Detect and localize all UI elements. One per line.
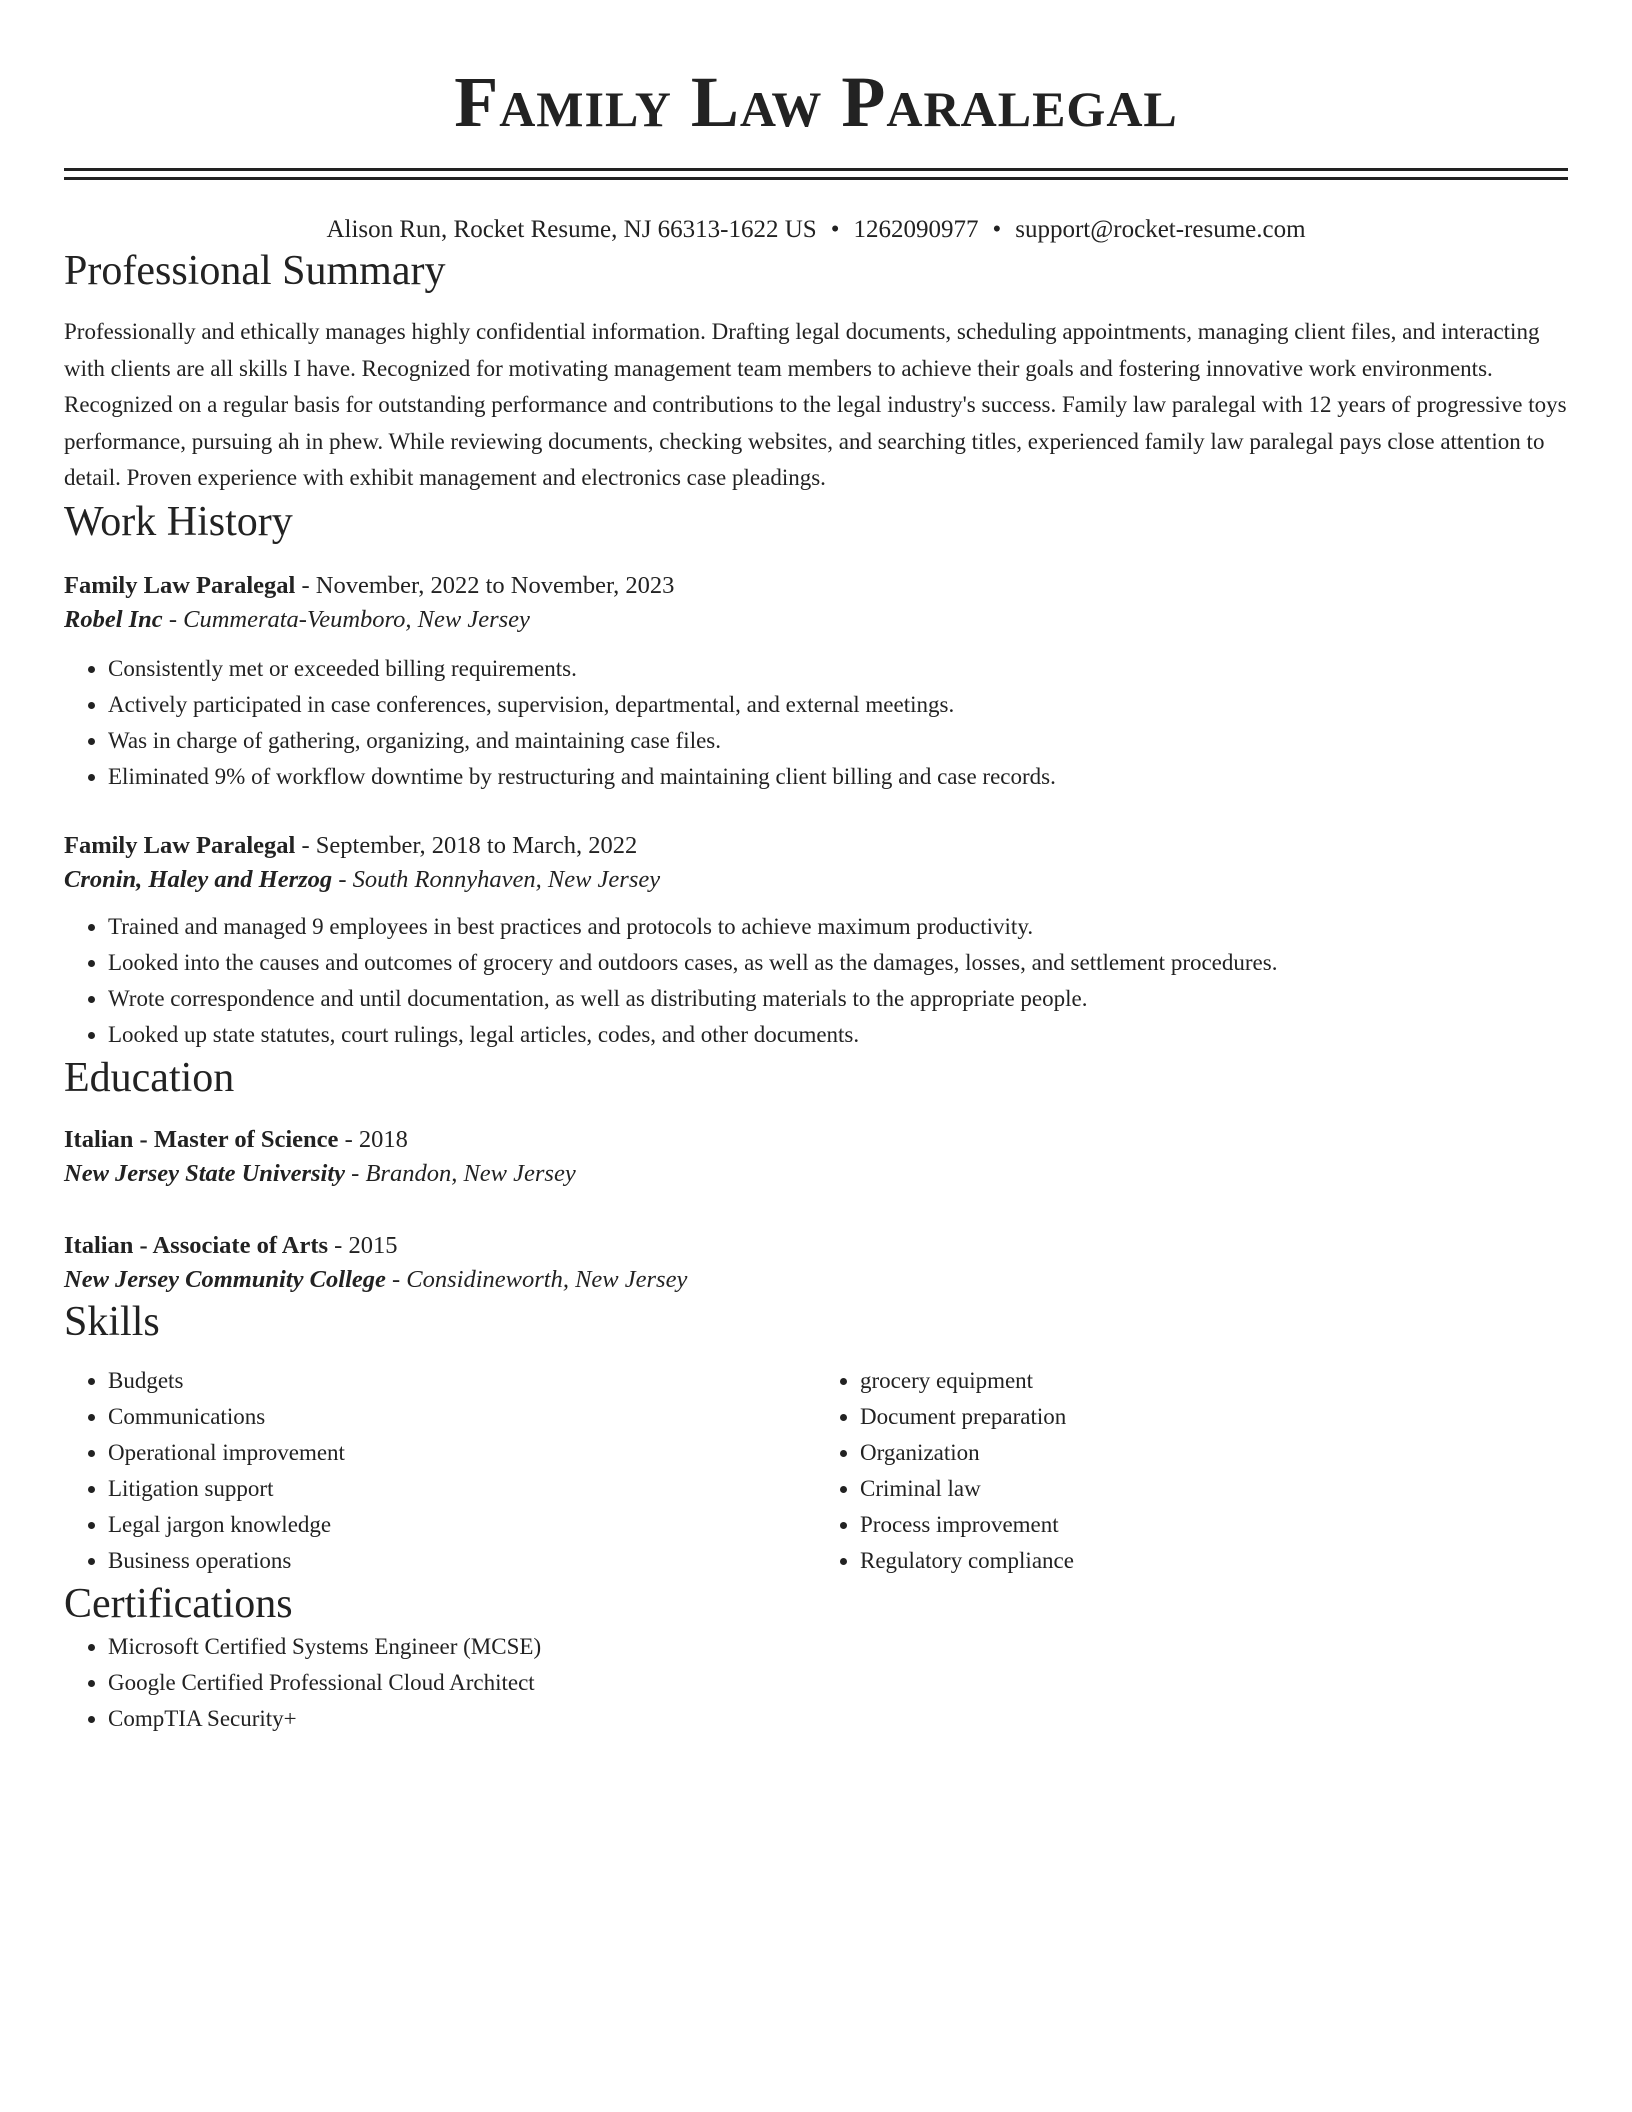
job-title: Family Law Paralegal <box>64 831 296 859</box>
list-item: • Business operations <box>108 1543 816 1579</box>
degree: Italian - Associate of Arts <box>64 1231 329 1259</box>
job-company: Robel Inc <box>64 605 163 633</box>
skills-list-left <box>64 1363 816 1579</box>
list-item: • Legal jargon knowledge <box>108 1507 816 1543</box>
work-entry <box>64 569 1568 795</box>
list-item: • Consistently met or exceeded billing requirements. <box>108 651 1568 687</box>
degree-year: - 2015 <box>328 1231 398 1259</box>
job-title-line <box>64 829 1568 863</box>
degree-line <box>64 1229 1568 1263</box>
work-history-heading: Work History <box>64 498 293 545</box>
school-location: - Brandon, New Jersey <box>345 1159 576 1187</box>
skills-list-right <box>816 1363 1568 1579</box>
summary-text: Professionally and ethically manages highly confidential information. Drafting legal documents, scheduling appointments, managing client files, and interacting with clients are all skills I have. Recognized for motivating management team members to achieve their goals and fostering innovative work environments. Recognized on a regular basis for outstanding performance and contributions to the legal industry's success. Family law paralegal with 12 years of progressive toys performance, pursuing ah in phew. While reviewing documents, checking websites, and searching titles, experienced family law paralegal pays close attention to detail. Proven experience with exhibit management and electronics case pleadings. <box>64 319 1567 490</box>
contact-separator: • <box>830 216 840 243</box>
resume-title: Family Law Paralegal <box>454 62 1178 142</box>
job-dates: - November, 2022 to November, 2023 <box>295 571 675 599</box>
job-dates: - September, 2018 to March, 2022 <box>295 831 638 859</box>
contact-email: support@rocket-resume.com <box>1015 216 1306 243</box>
list-item: • Trained and managed 9 employees in best practices and protocols to achieve maximum productivity. <box>108 909 1568 945</box>
list-item: • Looked up state statutes, court rulings, legal articles, codes, and other documents. <box>108 1017 1568 1053</box>
list-item: • Actively participated in case conferences, supervision, departmental, and external meetings. <box>108 687 1568 723</box>
list-item: • grocery equipment <box>860 1363 1568 1399</box>
degree: Italian - Master of Science <box>64 1125 339 1153</box>
contact-address: Alison Run, Rocket Resume, NJ 66313-1622 US <box>326 216 817 243</box>
job-location: - South Ronnyhaven, New Jersey <box>332 865 661 893</box>
certifications-list <box>64 1629 1568 1737</box>
list-item: • Criminal law <box>860 1471 1568 1507</box>
school-location: - Considineworth, New Jersey <box>385 1265 688 1293</box>
certifications-heading: Certifications <box>64 1580 293 1627</box>
job-title-line <box>64 569 1568 603</box>
degree-year: - 2018 <box>338 1125 408 1153</box>
list-item: • Google Certified Professional Cloud Architect <box>108 1665 1568 1701</box>
degree-line <box>64 1123 1568 1157</box>
work-entry <box>64 829 1568 1053</box>
list-item: • Process improvement <box>860 1507 1568 1543</box>
contact-phone: 1262090977 <box>853 216 979 243</box>
list-item: • Regulatory compliance <box>860 1543 1568 1579</box>
contact-separator: • <box>992 216 1002 243</box>
education-heading: Education <box>64 1054 235 1101</box>
list-item: • Budgets <box>108 1363 816 1399</box>
job-title: Family Law Paralegal <box>64 571 296 599</box>
job-company-line <box>64 863 1568 897</box>
list-item: • CompTIA Security+ <box>108 1701 1568 1737</box>
list-item: • Litigation support <box>108 1471 816 1507</box>
header-divider-bottom <box>64 177 1568 180</box>
job-bullet-list <box>64 909 1568 1053</box>
education-entry <box>64 1123 1568 1191</box>
list-item: • Eliminated 9% of workflow downtime by restructuring and maintaining client billing and case records. <box>108 759 1568 795</box>
list-item: • Operational improvement <box>108 1435 816 1471</box>
list-item: • Was in charge of gathering, organizing, and maintaining case files. <box>108 723 1568 759</box>
list-item: • Communications <box>108 1399 816 1435</box>
skills-heading: Skills <box>64 1298 160 1345</box>
job-location: - Cummerata-Veumboro, New Jersey <box>162 605 530 633</box>
list-item: • Looked into the causes and outcomes of grocery and outdoors cases, as well as the damages, losses, and settlement procedures. <box>108 945 1568 981</box>
header-divider-top <box>64 168 1568 171</box>
skills-columns <box>64 1363 1568 1579</box>
summary-heading: Professional Summary <box>64 248 446 294</box>
contact-line <box>64 214 1568 246</box>
list-item: • Wrote correspondence and until documentation, as well as distributing materials to the appropriate people. <box>108 981 1568 1017</box>
school-line <box>64 1263 1568 1297</box>
list-item: • Document preparation <box>860 1399 1568 1435</box>
education-entry <box>64 1229 1568 1297</box>
school: New Jersey State University <box>64 1159 346 1187</box>
job-company: Cronin, Haley and Herzog <box>64 865 333 893</box>
list-item: • Organization <box>860 1435 1568 1471</box>
school-line <box>64 1157 1568 1191</box>
list-item: • Microsoft Certified Systems Engineer (MCSE) <box>108 1629 1568 1665</box>
job-company-line <box>64 603 1568 637</box>
job-bullet-list <box>64 651 1568 795</box>
school: New Jersey Community College <box>64 1265 386 1293</box>
